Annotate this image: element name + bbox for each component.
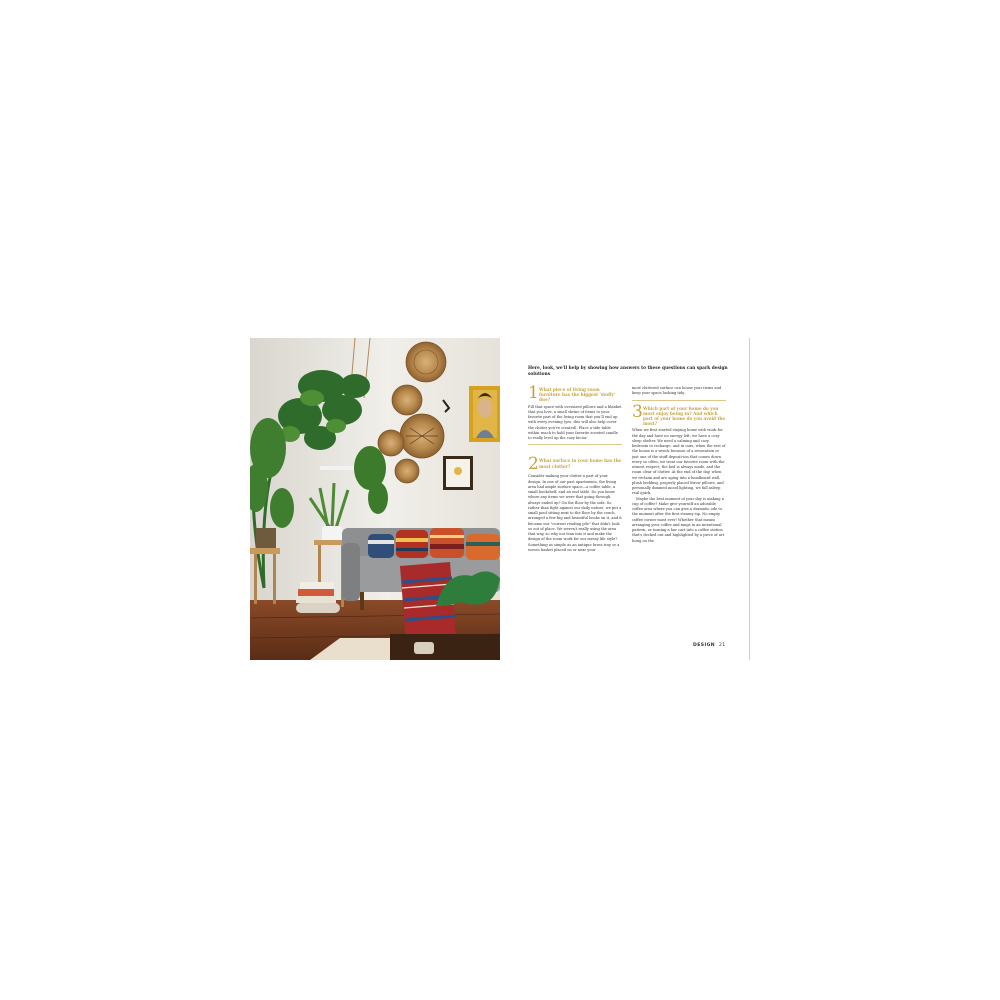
question-2-text: What surface in your home has the most clutter?: [539, 458, 622, 469]
question-3-heading: [632, 401, 726, 427]
question-1-body: Fill that space with oversized pillows and a blanket that you love, a small shrine of items to your favorite part of the living room that you'll end up with every evening (yes, this will also help cover the clutter you've created). Place a side table within reach to hold your favorite scented candle to really level up the cozy factor.: [528, 404, 622, 441]
intro-heading: Here, look, we'll help by showing how answers to these questions can spark design solutions: [528, 366, 728, 377]
question-3-text: Which part of your home do you most enjoy being in? And which part of your home do you avoid the most?: [643, 405, 726, 427]
question-3-body: When we first started staying home with work for the day and have no energy left, we have a cozy sleep shelter. We need a calming and cozy bedroom to recharge, and in ours, when the rest of the house is a wreck because of a renovation or just one of the stuff deposit-ion that comes down every so often, we treat our favorite room with the utmost respect; the bed is always made, and the room clear of clutter. At the end of the day, when we reclaim and are aging into a headboard wall, plush bedding, properly placed throw pillows, and personally dimmed mood lighting, we fall asleep real quick.: [632, 428, 726, 496]
question-3-number: 3: [632, 401, 643, 422]
folio-section: DESIGN: [693, 643, 715, 648]
divider-rule: [528, 444, 622, 445]
question-1-number: 1: [528, 383, 539, 403]
question-3-body-2: Maybe the best moment of your day is making a cup of coffee? Make give yourself an adorable coffee area where you can give a dramatic ode to the moment after the first steamy sip. No empty coffee corner must ever! Whether that means arranging your coffee and mugs in an intentional pattern, or turning a bar cart into a coffee station that's decked out and highlighted by a piece of art hung on the: [632, 496, 725, 543]
divider-rule: [632, 400, 726, 401]
question-2-body-continued: most cluttered surface can house your items and keep your space looking tidy.: [632, 386, 722, 396]
page-edge: [749, 338, 750, 660]
text-column-right: [632, 386, 726, 544]
question-2-body: Consider making your clutter a part of your design. In one of our past apartments, the living area had ample surface space—a coffee table, a small bookshelf, and an end table. Do you know where any items we were that going through, always ended up? On the floor by the sofa. So rather than fight against our daily nature, we put a small pouf sitting next to the floor by the couch, arranged a few big and beautiful books on it, and it became our "current reading pile" that didn't look so out of place. We weren't really using the area that way, so why not lean into it and make the design of the room work for our messy life style? Something as simple as an antique brass tray or a woven basket placed on or near your: [528, 474, 622, 552]
book-spread: [250, 338, 750, 660]
folio-page-number: 21: [718, 643, 726, 648]
living-room-illustration: [250, 338, 500, 660]
page-folio: [693, 643, 726, 648]
question-2-number: 2: [528, 454, 539, 475]
living-room-photo: [250, 338, 500, 660]
question-1-heading: [528, 383, 622, 403]
question-2-heading: [528, 454, 622, 475]
text-column-left: [528, 383, 622, 553]
text-page: [512, 338, 750, 660]
question-1-text: What piece of living room furniture has the biggest 'stuffy' due?: [539, 387, 616, 403]
